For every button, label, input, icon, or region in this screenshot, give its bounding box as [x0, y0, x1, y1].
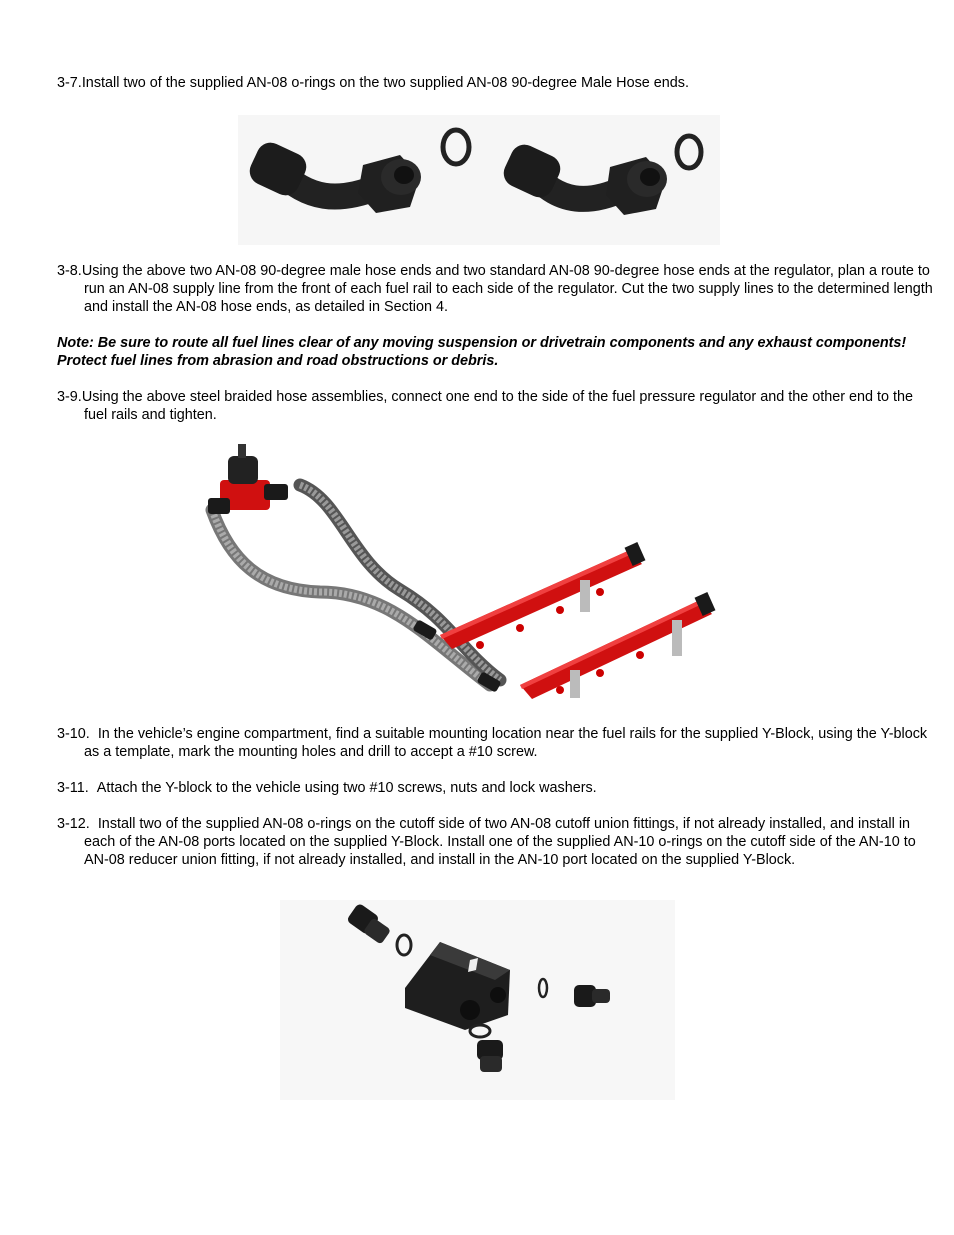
step-3-10 [57, 725, 934, 761]
step-3-12 [57, 815, 934, 869]
fuel-rail-upper [440, 542, 645, 649]
step-text: Using the above steel braided hose assemblies, connect one end to the side of the fuel pressure regulator and the other end to the fuel rails and tighten. [81, 389, 914, 423]
hose-end-figure [238, 115, 720, 245]
step-text: Install two of the supplied AN-08 o-rings on the cutoff side of two AN-08 cutoff union fittings, if not already installed, and install in each of the AN-08 ports located on the supplied Y-Block. Install one of the supplied AN-10 o-rings on the cutoff side of the AN-10 to AN-08 reducer union fitting, if not already installed, and install in the AN-10 port located on the supplied Y-Block. [84, 816, 916, 868]
fuel-pressure-regulator [208, 444, 288, 514]
step-number: 3-8. [57, 263, 82, 279]
step-number: 3-12. [57, 816, 90, 832]
step-3-7 [57, 74, 934, 92]
y-block-figure [280, 900, 675, 1100]
step-3-8 [57, 262, 934, 316]
step-text: In the vehicle’s engine compartment, find a suitable mounting location near the fuel rails for the supplied Y-Block, using the Y-block as a template, mark the mounting holes and drill to accept a #10 screw. [84, 726, 928, 760]
safety-note: Note: Be sure to route all fuel lines clear of any moving suspension or drivetrain components and any exhaust components! Protect fuel lines from abrasion and road obstructions or debris. [57, 335, 907, 369]
step-3-11 [57, 779, 934, 797]
step-text: Install two of the supplied AN-08 o-rings on the two supplied AN-08 90-degree Male Hose ends. [81, 75, 689, 91]
step-number: 3-7. [57, 75, 82, 91]
step-number: 3-11. [57, 780, 89, 796]
fuel-system-figure [190, 440, 730, 700]
step-3-9 [57, 388, 934, 424]
step-number: 3-9. [57, 389, 82, 405]
step-text: Attach the Y-block to the vehicle using two #10 screws, nuts and lock washers. [96, 780, 597, 796]
fuel-rail-lower [520, 592, 715, 699]
step-number: 3-10. [57, 726, 90, 742]
step-text: Using the above two AN-08 90-degree male hose ends and two standard AN-08 90-degree hose ends at the regulator, plan a route to run an AN-08 supply line from the front of each fuel rail to each side of the regulator. Cut the two supply lines to the determined length and install the AN-08 hose ends, as detailed in Section 4. [81, 263, 933, 315]
an08-union-fitting-bottom [477, 1040, 503, 1072]
